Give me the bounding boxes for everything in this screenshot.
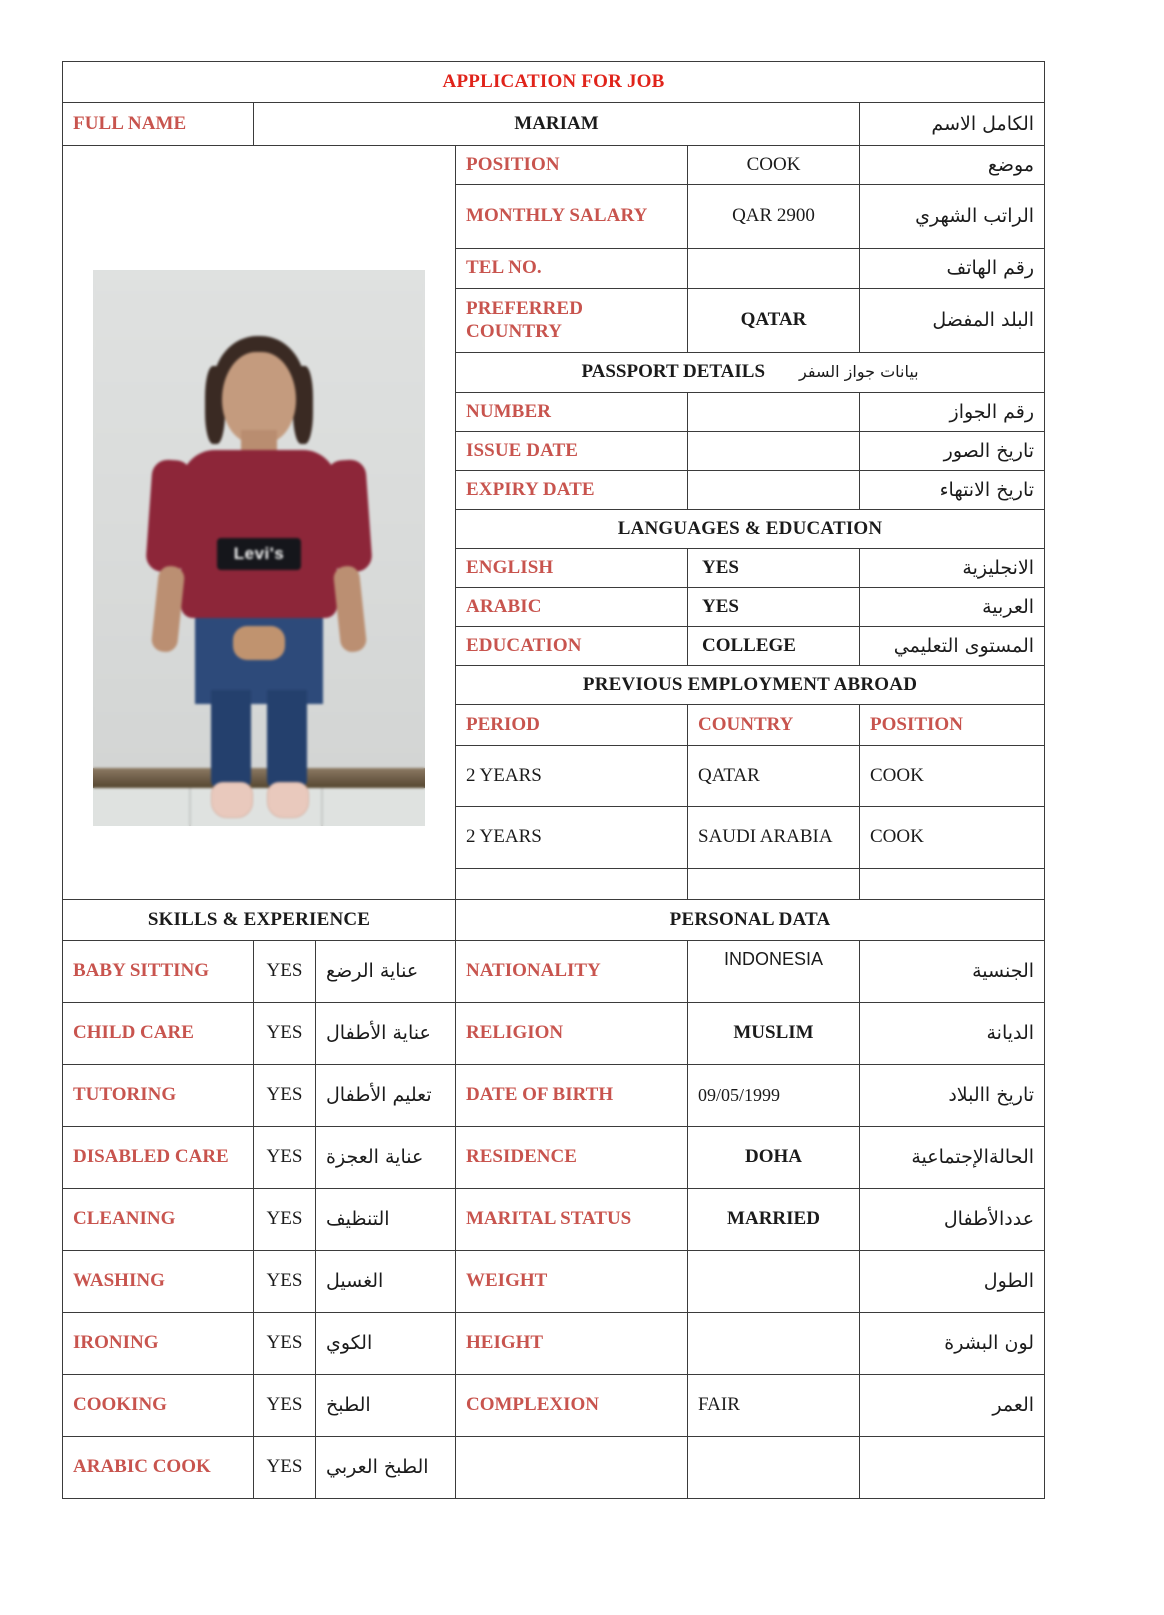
- personal-value-weight[interactable]: [688, 1251, 860, 1313]
- employment-country-2[interactable]: SAUDI ARABIA: [688, 807, 860, 869]
- skill-label-baby-sitting: BABY SITTING: [63, 941, 254, 1003]
- skill-value-cooking[interactable]: YES: [254, 1375, 316, 1437]
- personal-arabic-complexion: العمر: [860, 1375, 1045, 1437]
- position-arabic-label: موضع: [860, 146, 1045, 185]
- skill-arabic-baby-sitting: عناية الرضع: [316, 941, 456, 1003]
- passport-expiry-date-arabic-label: تاريخ الانتهاء: [860, 471, 1045, 510]
- position-label: POSITION: [456, 146, 688, 185]
- arabic-label: ARABIC: [456, 588, 688, 627]
- full-name-label: FULL NAME: [63, 103, 254, 146]
- skill-personal-row: [63, 1189, 1045, 1251]
- tshirt-brand-logo: Levi's: [217, 538, 301, 570]
- skill-value-child-care[interactable]: YES: [254, 1003, 316, 1065]
- personal-data-section-header: PERSONAL DATA: [456, 900, 1045, 941]
- personal-arabic-weight: الطول: [860, 1251, 1045, 1313]
- employment-section-header: PREVIOUS EMPLOYMENT ABROAD: [456, 666, 1045, 705]
- employment-col-country: COUNTRY: [688, 705, 860, 746]
- personal-label-marital-status: MARITAL STATUS: [456, 1189, 688, 1251]
- education-value[interactable]: COLLEGE: [688, 627, 860, 666]
- skills-section-header: SKILLS & EXPERIENCE: [63, 900, 456, 941]
- employment-country-1[interactable]: QATAR: [688, 746, 860, 807]
- skill-label-cleaning: CLEANING: [63, 1189, 254, 1251]
- passport-number-arabic-label: رقم الجواز: [860, 393, 1045, 432]
- skill-value-cleaning[interactable]: YES: [254, 1189, 316, 1251]
- page-title: APPLICATION FOR JOB: [63, 62, 1045, 103]
- employment-col-position: POSITION: [860, 705, 1045, 746]
- position-row: [63, 146, 1045, 185]
- skill-personal-row: [63, 941, 1045, 1003]
- applicant-photo-cell: [63, 146, 456, 900]
- full-name-value[interactable]: MARIAM: [254, 103, 860, 146]
- passport-issue-date-value[interactable]: [688, 432, 860, 471]
- passport-number-label: NUMBER: [456, 393, 688, 432]
- position-value[interactable]: COOK: [688, 146, 860, 185]
- employment-country-3[interactable]: [688, 869, 860, 900]
- skill-personal-row: [63, 1003, 1045, 1065]
- personal-arabic-religion: الديانة: [860, 1003, 1045, 1065]
- passport-number-value[interactable]: [688, 393, 860, 432]
- application-form-table: [62, 61, 1045, 1499]
- skill-label-cooking: COOKING: [63, 1375, 254, 1437]
- english-arabic-label: الانجليزية: [860, 549, 1045, 588]
- full-name-arabic-label: الكامل الاسم: [860, 103, 1045, 146]
- personal-arabic-marital-status: عددالأطفال: [860, 1189, 1045, 1251]
- employment-position-1[interactable]: COOK: [860, 746, 1045, 807]
- arabic-arabic-label: العربية: [860, 588, 1045, 627]
- arabic-value[interactable]: YES: [688, 588, 860, 627]
- skill-personal-row: [63, 1127, 1045, 1189]
- personal-value-religion[interactable]: MUSLIM: [688, 1003, 860, 1065]
- personal-label-religion: RELIGION: [456, 1003, 688, 1065]
- skill-personal-row: [63, 1375, 1045, 1437]
- skill-label-arabic-cook: ARABIC COOK: [63, 1437, 254, 1499]
- skill-arabic-cooking: الطبخ: [316, 1375, 456, 1437]
- applicant-photo: [93, 270, 425, 826]
- employment-position-3[interactable]: [860, 869, 1045, 900]
- passport-section-title-ar: بيانات جواز السفر: [799, 362, 919, 382]
- employment-position-2[interactable]: COOK: [860, 807, 1045, 869]
- passport-expiry-date-label: EXPIRY DATE: [456, 471, 688, 510]
- monthly-salary-arabic-label: الراتب الشهري: [860, 185, 1045, 249]
- personal-arabic-residence: الحالةالإجتماعية: [860, 1127, 1045, 1189]
- employment-period-1[interactable]: 2 YEARS: [456, 746, 688, 807]
- skills-personal-header-row: [63, 900, 1045, 941]
- passport-section-title-en: PASSPORT DETAILS: [581, 361, 766, 383]
- skill-arabic-disabled-care: عناية العجزة: [316, 1127, 456, 1189]
- skill-arabic-child-care: عناية الأطفال: [316, 1003, 456, 1065]
- education-label: EDUCATION: [456, 627, 688, 666]
- skill-label-tutoring: TUTORING: [63, 1065, 254, 1127]
- personal-label-nationality: NATIONALITY: [456, 941, 688, 1003]
- personal-value-complexion[interactable]: FAIR: [688, 1375, 860, 1437]
- monthly-salary-label: MONTHLY SALARY: [456, 185, 688, 249]
- skill-label-disabled-care: DISABLED CARE: [63, 1127, 254, 1189]
- skill-personal-row: [63, 1313, 1045, 1375]
- personal-label-height: HEIGHT: [456, 1313, 688, 1375]
- employment-period-3[interactable]: [456, 869, 688, 900]
- skill-value-arabic-cook[interactable]: YES: [254, 1437, 316, 1499]
- photo-blur-overlay: [93, 270, 425, 826]
- personal-value-height[interactable]: [688, 1313, 860, 1375]
- personal-arabic-nationality: الجنسية: [860, 941, 1045, 1003]
- employment-period-2[interactable]: 2 YEARS: [456, 807, 688, 869]
- full-name-row: [63, 103, 1045, 146]
- english-label: ENGLISH: [456, 549, 688, 588]
- monthly-salary-value[interactable]: QAR 2900: [688, 185, 860, 249]
- tel-no-arabic-label: رقم الهاتف: [860, 249, 1045, 289]
- skill-personal-row: [63, 1065, 1045, 1127]
- languages-section-header: LANGUAGES & EDUCATION: [456, 510, 1045, 549]
- skill-value-washing[interactable]: YES: [254, 1251, 316, 1313]
- personal-value-blank[interactable]: [688, 1437, 860, 1499]
- passport-issue-date-arabic-label: تاريخ الصور: [860, 432, 1045, 471]
- personal-label-weight: WEIGHT: [456, 1251, 688, 1313]
- skill-arabic-tutoring: تعليم الأطفال: [316, 1065, 456, 1127]
- skill-value-baby-sitting[interactable]: YES: [254, 941, 316, 1003]
- personal-label-date-of-birth: DATE OF BIRTH: [456, 1065, 688, 1127]
- personal-arabic-height: لون البشرة: [860, 1313, 1045, 1375]
- preferred-country-arabic-label: البلد المفضل: [860, 289, 1045, 353]
- skill-label-child-care: CHILD CARE: [63, 1003, 254, 1065]
- personal-label-complexion: COMPLEXION: [456, 1375, 688, 1437]
- personal-value-residence[interactable]: DOHA: [688, 1127, 860, 1189]
- skill-arabic-cleaning: التنظيف: [316, 1189, 456, 1251]
- skill-value-disabled-care[interactable]: YES: [254, 1127, 316, 1189]
- personal-value-date-of-birth[interactable]: 09/05/1999: [688, 1065, 860, 1127]
- skill-value-ironing[interactable]: YES: [254, 1313, 316, 1375]
- passport-expiry-date-value[interactable]: [688, 471, 860, 510]
- education-arabic-label: المستوى التعليمي: [860, 627, 1045, 666]
- skill-personal-row: [63, 1251, 1045, 1313]
- tel-no-value[interactable]: [688, 249, 860, 289]
- preferred-country-value[interactable]: QATAR: [688, 289, 860, 353]
- personal-label-blank: [456, 1437, 688, 1499]
- personal-value-nationality[interactable]: INDONESIA: [688, 941, 860, 1003]
- personal-label-residence: RESIDENCE: [456, 1127, 688, 1189]
- skill-label-ironing: IRONING: [63, 1313, 254, 1375]
- passport-issue-date-label: ISSUE DATE: [456, 432, 688, 471]
- employment-col-period: PERIOD: [456, 705, 688, 746]
- english-value[interactable]: YES: [688, 549, 860, 588]
- personal-arabic-date-of-birth: تاريخ االبلاد: [860, 1065, 1045, 1127]
- passport-section-header: [456, 353, 1045, 393]
- skill-value-tutoring[interactable]: YES: [254, 1065, 316, 1127]
- personal-arabic-blank: [860, 1437, 1045, 1499]
- skill-arabic-arabic-cook: الطبخ العربي: [316, 1437, 456, 1499]
- skill-arabic-washing: الغسيل: [316, 1251, 456, 1313]
- tel-no-label: TEL NO.: [456, 249, 688, 289]
- preferred-country-label: PREFERRED COUNTRY: [456, 289, 688, 353]
- personal-value-marital-status[interactable]: MARRIED: [688, 1189, 860, 1251]
- title-row: [63, 62, 1045, 103]
- skill-personal-row: [63, 1437, 1045, 1499]
- skill-label-washing: WASHING: [63, 1251, 254, 1313]
- skill-arabic-ironing: الكوي: [316, 1313, 456, 1375]
